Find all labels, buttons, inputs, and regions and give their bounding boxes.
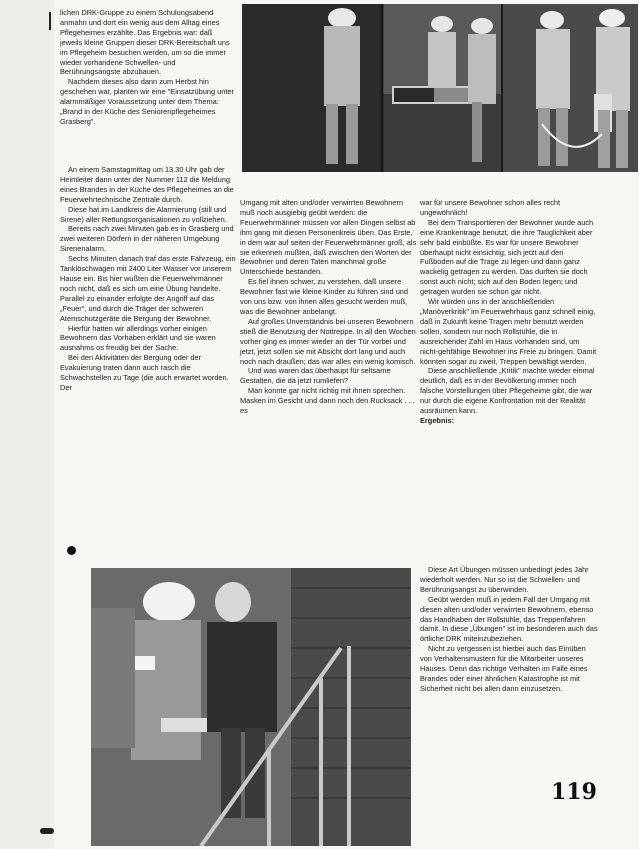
paragraph: Bei dem Transportieren der Bewohner wurde auch eine Krankentrage benutzt, die ihre Tauglichkeit aber sehr bald einbüßte. Es war für unsere Bewohner überhaupt nicht einsichtig, sich jetzt auf den Fußboden auf die Trage zu legen und dann ganz wackelig getragen zu werden. Das durften sie doch sonst auch nicht; sich auf den Boden legen; und getragen wurden sie schon gar nicht. (420, 217, 594, 297)
column-2 (240, 198, 418, 416)
paragraph: Nachdem dieses also dann zum Herbst hin geschehen war, planten wir eine "Einsatzübung unter alarmmäßiger Voraussetzung unter dem Thema: „Brand in der Küche des Seniorenpflegeheimes Grasberg". (60, 77, 234, 126)
paragraph: Geübt werden muß in jedem Fall der Umgang mit diesen alten und/oder verwirrten Bewohnern, ebenso das Handhaben der Rollstühle, das Treppenfahren damit. In diese „Übungen" ist im besonderen auch das örtliche DRK miteinzubeziehen. (420, 594, 598, 644)
paragraph: Es fiel ihnen schwer, zu verstehen, daß unsere Bewohner fast wie kleine Kinder zu führen sind und von uns bzw. von ihnen alles gesucht werden muß, was die Bewohner anbelangt. (240, 277, 409, 316)
column-1-top (60, 8, 236, 127)
firefighters-with-stretcher-image (242, 4, 638, 172)
paragraph: Hierfür hatten wir allerdings vorher einigen Bewohnern das Vorhaben erklärt und sie waren ausnahms os freudig bei der Sache. (60, 323, 216, 353)
paragraph: war für unsere Bewohner schon alles recht ungewöhnlich! (420, 198, 561, 217)
paragraph: Diese anschließende „Kritik" machte wieder einmal deutlich, daß es in der Bevölkerung immer noch falsche Vorstellungen über Pflegeheime gibt, die war nur durch die eigene Konfrontation mit der Realität ausräumen kann. (420, 366, 595, 416)
paragraph: Man konnte gar nicht richtig mit ihnen sprechen. Masken im Gesicht und dann noch den Rucksack . . . es (240, 386, 415, 416)
paragraph: Wir würden uns in der anschließenden „Manöverkritik" im Feuerwehrhaus ganz schnell einig, daß in Zukunft keine Tragen mehr benutzt werden sollen, sondern nur noch Rollstühle, die in ausreichender Zahl im Haus vorhanden sind, um nicht-gehfähige Bewohner ins Freie zu bringen. Damit könnten sogar zu zweit, Treppen bewältigt werden. (420, 297, 597, 366)
bottom-photo (91, 568, 411, 846)
scan-mark-top (49, 12, 51, 30)
bullet-mark (67, 546, 76, 555)
paragraph: Auf großes Unverständnis bei unseren Bewohnern stieß die Benutzung der Nottreppe. In all den Wochen vorher ging es immer wieder an der Tür vorbei und jetzt, jetzt sollen sie mit Absicht dort lang und auch noch nach draußen; das war alles ein wenig komisch. (240, 316, 416, 366)
page-number: 119 (551, 779, 597, 805)
result-heading: Ergebnis: (420, 415, 455, 425)
column-3-bottom (420, 565, 598, 694)
paragraph: lichen DRK-Gruppe zu einem Schulungsabend anmahn und dort ein wenig aus dem Alltag eines Pflegeheimes erzählte. Das Ergebnis war: daß jeweils kleine Gruppen dieser DRK-Bereitschaft uns im Pflegeheim besuchen werden, um so die immer wieder vorhandene Schwellen- und Berührungsangste abzubauen. (60, 8, 230, 77)
paragraph: Diese Art Übungen müssen unbedingt jedes Jahr wiederholt werden. Nur so ist die Schwellen- und Berührungsangst zu überwinden. (420, 565, 589, 594)
column-1-bottom (60, 165, 236, 393)
paragraph: Sechs Minuten danach traf das erste Fahrzeug, ein Tanklöschwagen mit 2400 Liter Wasser vor unserem Hause ein. Bis hier wußten die Feuerwehrmänner noch nicht, daß es sich um eine Übung handelte. Parallel zu einander erfolgte der Angriff auf das „Feuer", und durch die Träger der schweren Atemschutzgeräte die Bergung der Bewohner. (60, 254, 236, 323)
scan-mark-bottom (40, 828, 54, 834)
firefighter-helping-resident-image (91, 568, 411, 846)
left-margin (0, 0, 54, 849)
paragraph: Bei den Aktivitäten der Bergung oder der Evakuierung traten dann auch rasch die Schwachstellen zu Tage (die auch erwartet worden. Der (60, 353, 229, 392)
paragraph: Umgang mit alten und/oder verwirrten Bewohnern muß noch ausgiebig geübt werden: die Feuerwehrmänner müssen vor allen Dingen selbst ab ihm gang mit diesen Personenkreis üben. Das Erste, in dem war auf seiten der Feuerwehrmänner groß, als sie erkennen mußten, daß zwischen den Worten der Bewohner und deren Taten manchmal große Unterschiede bestanden. (240, 198, 417, 277)
paragraph: Diese hat im Landkreis die Alarmierung (still und Sirene) aller Rettungsorganisationen zu vollziehen. (60, 204, 227, 224)
paragraph: Bereits nach zwei Minuten gab es in Grasberg und zwei weiteren Dörfern in der näheren Umgebung Sirenenalarm. (60, 224, 234, 254)
top-photo (242, 4, 638, 172)
paragraph: Nicht zu vergessen ist hierbei auch das Einüben von Verhaltensmustern für die Mitarbeiter unseres Hauses. Denn das richtige Verhalten im Falle eines Brandes oder einer ähnlichen Katastrophe ist mit Sicherheit nicht bei allen dann einzusetzen. (420, 644, 588, 693)
paragraph: Und was waren das überhaupt für seltsame Gestalten, die da jetzt rumliefen? (240, 366, 391, 386)
paragraph: An einem Samstagmittag um 13.30 Uhr gab der Heimleiter dann unter der Nummer 112 die Meldung eines Brandes in der Küche des Pflegeheimes an die Feuerwehrtechnische Zentrale durch. (60, 165, 234, 204)
column-3-top (420, 198, 598, 426)
